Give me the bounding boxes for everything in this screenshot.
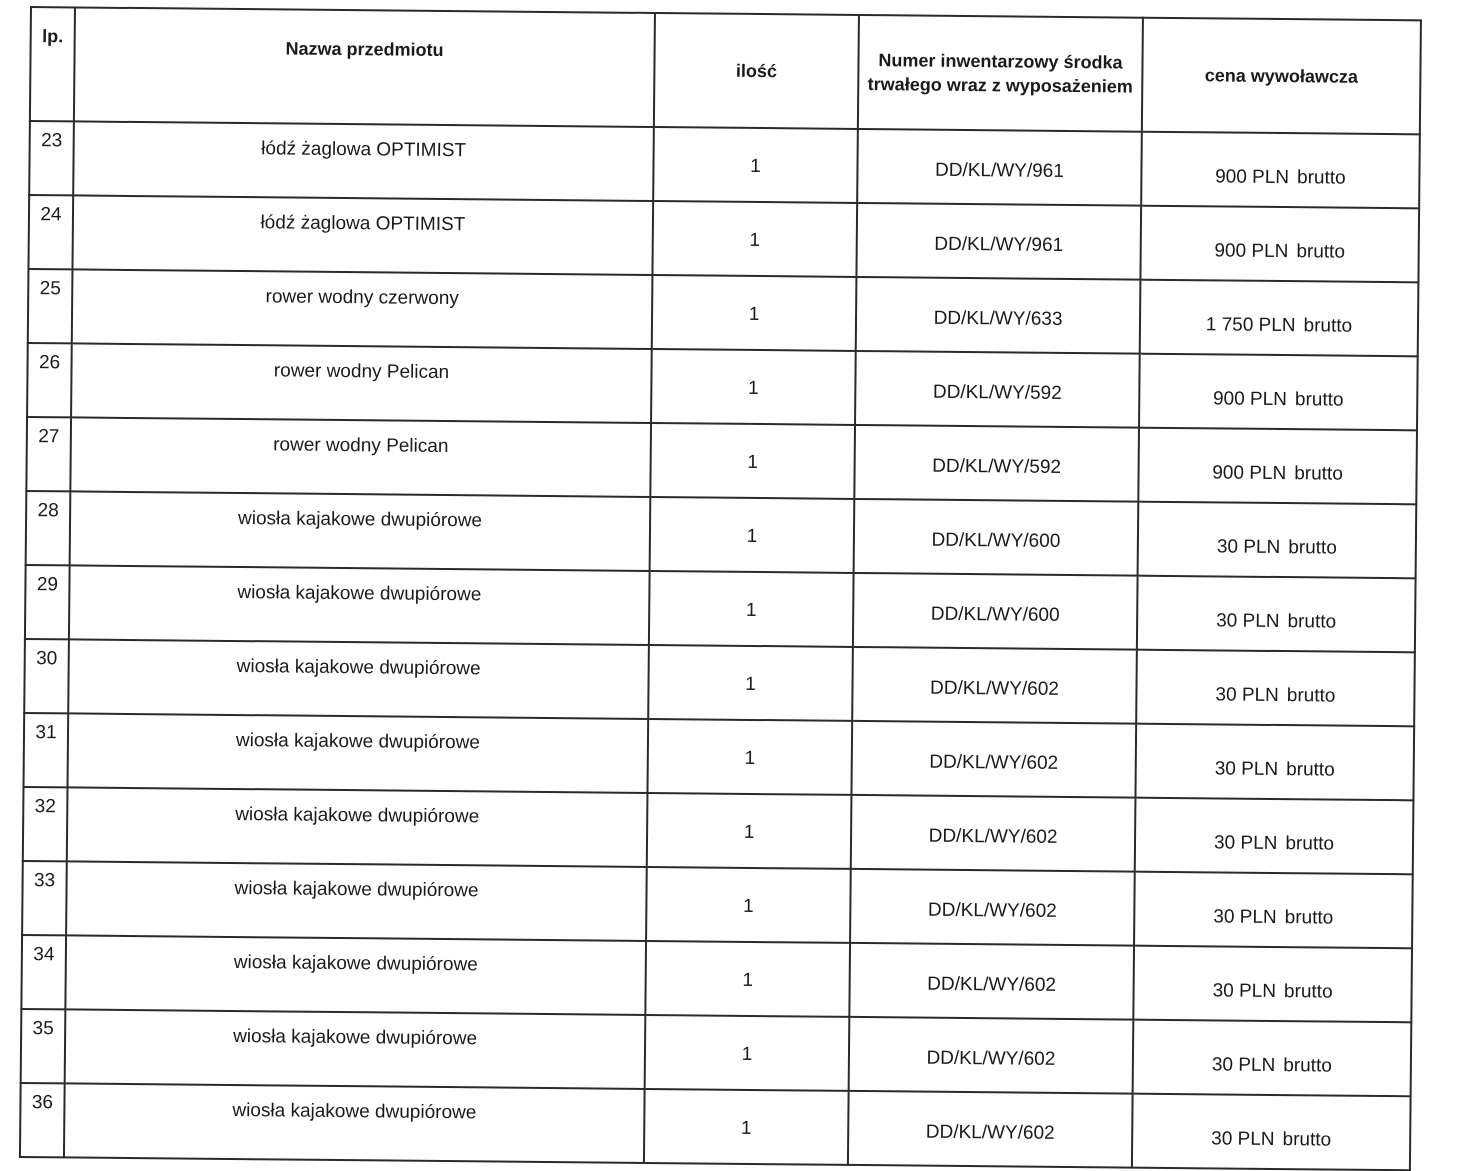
header-row: [30, 7, 1421, 134]
cell-nazwa: rower wodny Pelican: [70, 417, 651, 497]
table-row: [20, 1083, 1411, 1170]
cell-ilosc: 1: [645, 1015, 850, 1091]
cell-ilosc: 1: [648, 645, 853, 721]
header-cena: cena wywoławcza: [1142, 18, 1421, 135]
cell-cena: [1140, 280, 1419, 357]
cell-cena: [1132, 1094, 1411, 1171]
cell-cena: [1135, 798, 1414, 875]
table-row: [21, 1009, 1412, 1096]
price-unit: brutto: [1283, 981, 1333, 1003]
price-unit: brutto: [1296, 241, 1346, 263]
price-value: 30 PLN: [1212, 980, 1277, 1003]
cell-numer: DD/KL/WY/961: [857, 129, 1142, 206]
cell-nazwa: wiosła kajakowe dwupiórowe: [68, 639, 649, 719]
inventory-table: [19, 6, 1422, 1171]
cell-lp: 29: [25, 565, 70, 639]
cell-ilosc: 1: [646, 867, 851, 943]
table-row: [24, 713, 1415, 800]
cell-nazwa: wiosła kajakowe dwupiórowe: [69, 565, 650, 645]
price-value: 900 PLN: [1212, 388, 1288, 411]
price-unit: brutto: [1284, 907, 1334, 929]
price-value: 30 PLN: [1216, 536, 1281, 559]
price-unit: brutto: [1283, 1055, 1332, 1077]
cell-lp: 32: [23, 787, 68, 861]
cell-cena: [1138, 502, 1417, 579]
cell-ilosc: 1: [650, 497, 855, 573]
header-numer: Numer inwentarzowy środka trwałego wraz z wyposażeniem: [858, 15, 1143, 132]
price-unit: brutto: [1303, 315, 1353, 337]
cell-numer: DD/KL/WY/961: [856, 203, 1141, 280]
price-unit: brutto: [1296, 167, 1346, 189]
price-unit: brutto: [1282, 1129, 1332, 1151]
price-value: 30 PLN: [1211, 1054, 1276, 1077]
cell-lp: 31: [24, 713, 69, 787]
cell-numer: DD/KL/WY/592: [854, 425, 1139, 502]
header-nazwa: Nazwa przedmiotu: [74, 7, 655, 127]
cell-numer: DD/KL/WY/633: [856, 277, 1141, 354]
table-row: [22, 861, 1413, 948]
cell-ilosc: 1: [645, 941, 850, 1017]
price-unit: brutto: [1288, 537, 1337, 559]
table-row: [27, 343, 1418, 430]
price-value: 900 PLN: [1214, 240, 1289, 263]
cell-nazwa: łódź żaglowa OPTIMIST: [72, 195, 653, 275]
cell-nazwa: rower wodny Pelican: [71, 343, 652, 423]
cell-numer: DD/KL/WY/602: [848, 1091, 1133, 1168]
cell-ilosc: 1: [652, 275, 857, 351]
cell-lp: 23: [29, 121, 74, 195]
price-value: 30 PLN: [1214, 758, 1279, 781]
cell-numer: DD/KL/WY/602: [851, 721, 1136, 798]
price-value: 30 PLN: [1213, 832, 1278, 855]
cell-numer: DD/KL/WY/600: [853, 573, 1138, 650]
cell-numer: DD/KL/WY/602: [852, 647, 1137, 724]
cell-nazwa: wiosła kajakowe dwupiórowe: [65, 1009, 646, 1089]
table-row: [28, 195, 1419, 282]
table-row: [26, 417, 1417, 504]
cell-nazwa: rower wodny czerwony: [72, 269, 653, 349]
cell-nazwa: wiosła kajakowe dwupiórowe: [65, 935, 646, 1015]
cell-numer: DD/KL/WY/602: [850, 869, 1135, 946]
cell-cena: [1133, 946, 1412, 1023]
cell-ilosc: 1: [651, 349, 856, 425]
cell-nazwa: łódź żaglowa OPTIMIST: [73, 121, 654, 201]
price-value: 1 750 PLN: [1205, 314, 1296, 337]
inventory-table-wrapper: [19, 6, 1420, 1171]
cell-ilosc: 1: [644, 1089, 849, 1165]
price-value: 30 PLN: [1213, 906, 1277, 929]
cell-cena: [1141, 132, 1420, 209]
price-value: 900 PLN: [1215, 166, 1290, 189]
cell-lp: 35: [21, 1009, 66, 1083]
table-row: [24, 639, 1415, 726]
cell-lp: 24: [28, 195, 73, 269]
table-row: [28, 269, 1419, 356]
cell-ilosc: 1: [653, 127, 858, 203]
table-row: [21, 935, 1412, 1022]
cell-nazwa: wiosła kajakowe dwupiórowe: [70, 491, 651, 571]
cell-ilosc: 1: [647, 719, 852, 795]
price-unit: brutto: [1286, 685, 1336, 707]
cell-numer: DD/KL/WY/602: [851, 795, 1136, 872]
header-lp: lp.: [30, 7, 75, 121]
cell-ilosc: 1: [647, 793, 852, 869]
table-header: [30, 7, 1421, 134]
price-unit: brutto: [1285, 833, 1335, 855]
price-value: 30 PLN: [1216, 610, 1280, 633]
cell-cena: [1137, 576, 1416, 653]
cell-numer: DD/KL/WY/592: [855, 351, 1140, 428]
cell-cena: [1135, 724, 1414, 801]
cell-nazwa: wiosła kajakowe dwupiórowe: [64, 1083, 645, 1163]
cell-cena: [1139, 354, 1418, 431]
cell-ilosc: 1: [652, 201, 857, 277]
table-row: [23, 787, 1414, 874]
table-row: [26, 491, 1417, 578]
cell-lp: 26: [27, 343, 72, 417]
cell-ilosc: 1: [650, 423, 855, 499]
cell-lp: 28: [26, 491, 71, 565]
cell-lp: 30: [24, 639, 69, 713]
cell-numer: DD/KL/WY/602: [849, 1017, 1134, 1094]
price-value: 30 PLN: [1211, 1128, 1275, 1150]
cell-nazwa: wiosła kajakowe dwupiórowe: [67, 787, 648, 867]
price-unit: brutto: [1294, 389, 1344, 411]
cell-cena: [1140, 206, 1419, 283]
price-unit: brutto: [1294, 463, 1343, 485]
cell-numer: DD/KL/WY/600: [854, 499, 1139, 576]
price-unit: brutto: [1287, 611, 1337, 633]
cell-lp: 27: [26, 417, 71, 491]
cell-lp: 25: [28, 269, 73, 343]
price-value: 30 PLN: [1215, 684, 1279, 707]
cell-nazwa: wiosła kajakowe dwupiórowe: [66, 861, 647, 941]
cell-cena: [1133, 1020, 1412, 1097]
table-row: [29, 121, 1420, 208]
cell-lp: 34: [21, 935, 66, 1009]
table-row: [25, 565, 1416, 652]
cell-ilosc: 1: [649, 571, 854, 647]
cell-cena: [1134, 872, 1413, 949]
header-ilosc: ilość: [654, 13, 859, 129]
cell-numer: DD/KL/WY/602: [849, 943, 1134, 1020]
cell-cena: [1136, 650, 1415, 727]
table-body: [20, 121, 1420, 1170]
cell-nazwa: wiosła kajakowe dwupiórowe: [68, 713, 649, 793]
cell-cena: [1138, 428, 1417, 505]
cell-lp: 36: [20, 1083, 65, 1157]
price-value: 900 PLN: [1212, 462, 1287, 485]
price-unit: brutto: [1286, 759, 1335, 781]
cell-lp: 33: [22, 861, 67, 935]
